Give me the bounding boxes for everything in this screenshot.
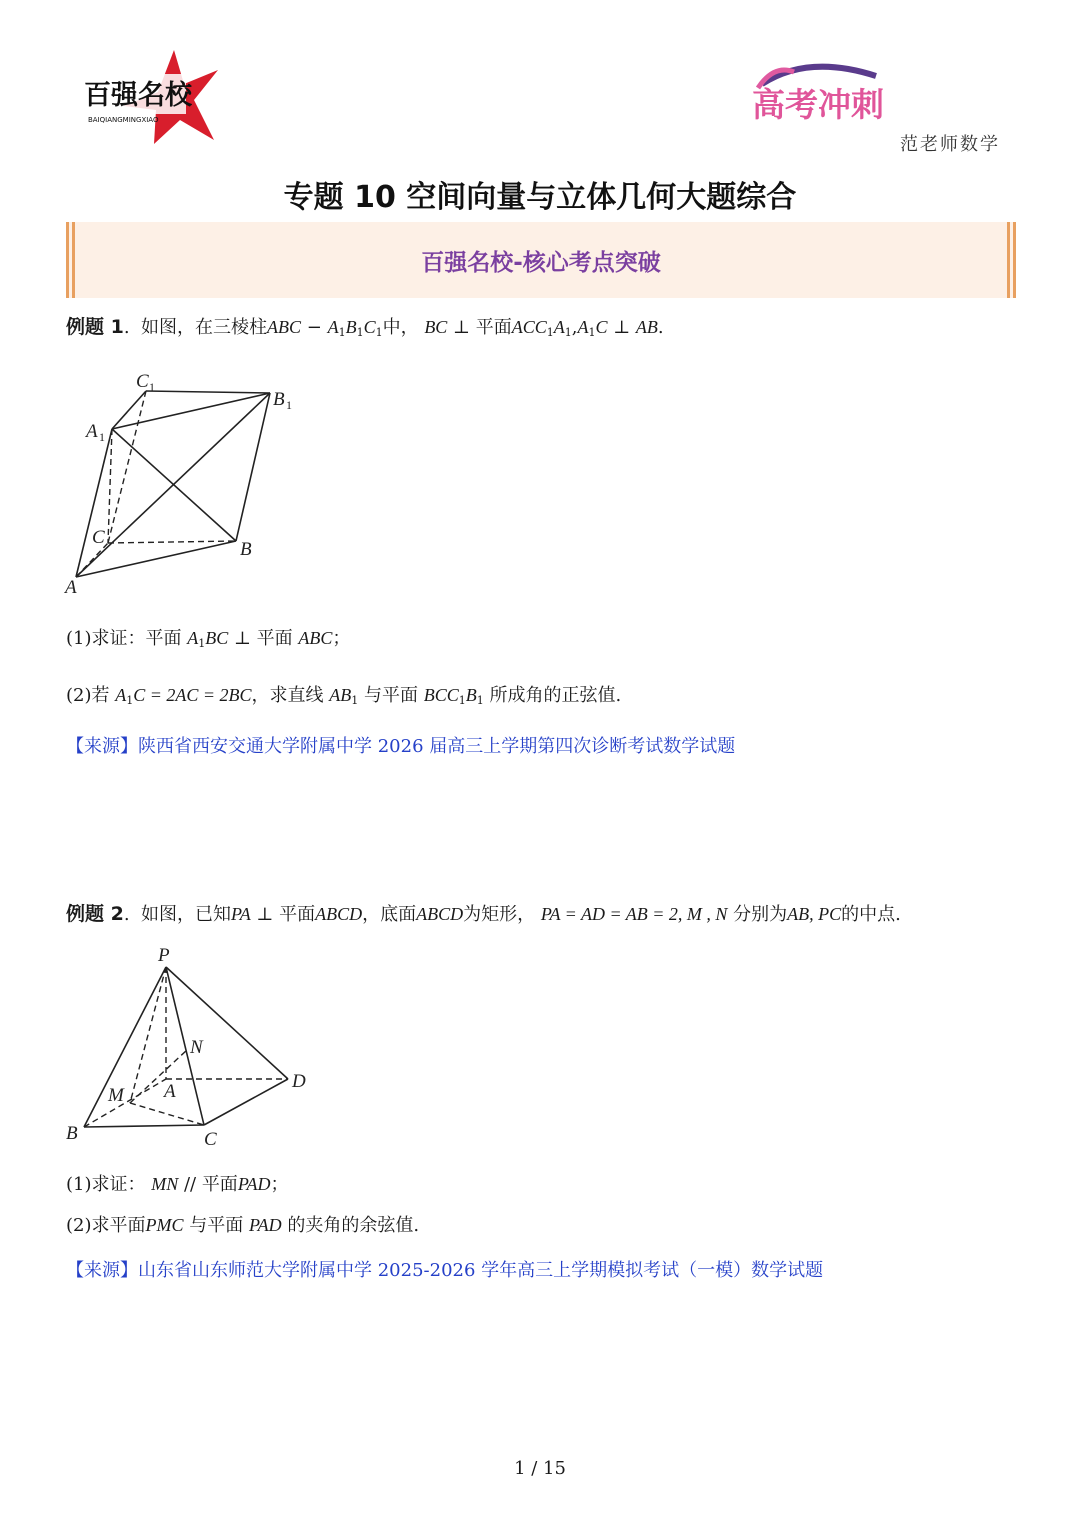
svg-text:1: 1 [149, 380, 155, 394]
example2-statement: 例题 2. 如图，已知PA ⊥ 平面ABCD，底面ABCD为矩形， PA = AD = AB = 2, M , N 分别为AB, PC的中点. [66, 903, 901, 925]
section-banner [66, 222, 1016, 298]
label-c1: C [136, 371, 149, 392]
banner-title: 百强名校-核心考点突破 [421, 250, 661, 276]
svg-text:1: 1 [99, 430, 105, 444]
label-m: M [108, 1085, 124, 1106]
label-b: B [66, 1123, 78, 1144]
label-a1: A [86, 421, 98, 442]
label-n: N [190, 1037, 203, 1058]
example2-label: 例题 2 [66, 903, 124, 925]
example1-source: 【来源】陕西省西安交通大学附属中学 2026 届高三上学期第四次诊断考试数学试题 [66, 736, 736, 757]
label-c: C [204, 1129, 217, 1150]
page-title: 专题 10 空间向量与立体几何大题综合 [283, 180, 797, 215]
label-p: P [158, 945, 170, 966]
svg-text:高考冲刺: 高考冲刺 [752, 85, 884, 124]
exam-sprint-logo [748, 58, 898, 128]
page-number: 1 / 15 [514, 1458, 566, 1479]
label-d: D [292, 1071, 306, 1092]
example1-statement: 例题 1. 如图，在三棱柱ABC − $A_1B_1C_1$中， BC ⊥ 平面$ACC_1A_1,A_1C$ ⊥ AB. [66, 316, 664, 339]
label-a: A [164, 1081, 176, 1102]
pyramid-figure [60, 945, 320, 1150]
label-a: A [65, 577, 77, 598]
example1-part1: (1)求证：平面 $A_1BC$ ⊥ 平面 ABC； [66, 628, 351, 650]
teacher-name: 范老师数学 [900, 134, 1000, 155]
svg-text:百强名校: 百强名校 [84, 80, 192, 111]
label-b1: B [273, 389, 285, 410]
example2-part2: (2)求平面PMC 与平面 PAD 的夹角的余弦值. [66, 1215, 420, 1236]
example2-source: 【来源】山东省山东师范大学附属中学 2025-2026 学年高三上学期模拟考试（一模）数学试题 [66, 1260, 824, 1281]
label-b: B [240, 539, 252, 560]
example1-part2: (2)若 $A_1C = 2AC = 2BC$，求直线 $AB_1$ 与平面 $BCC_1B_1$ 所成角的正弦值. [66, 685, 622, 707]
svg-text:1: 1 [286, 398, 292, 412]
svg-text:BAIQIANGMINGXIAO: BAIQIANGMINGXIAO [88, 116, 159, 124]
school-logo [74, 48, 224, 148]
example2-part1: (1)求证： MN // 平面PAD； [66, 1174, 289, 1195]
label-c: C [92, 527, 105, 548]
prism-figure [60, 365, 310, 600]
example1-label: 例题 1 [66, 316, 124, 338]
